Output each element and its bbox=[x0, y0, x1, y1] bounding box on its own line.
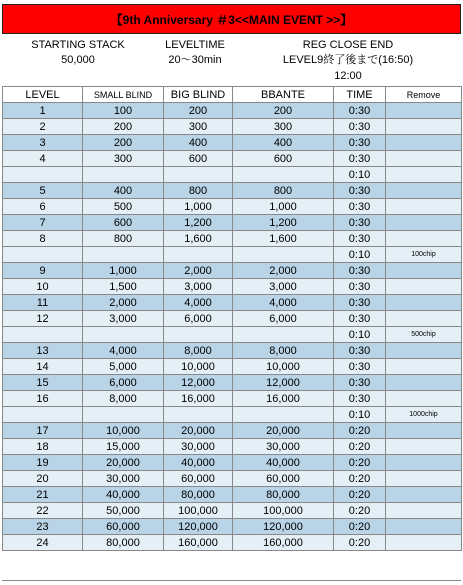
table-row bbox=[3, 103, 462, 119]
small-blind-cell: 4,000 bbox=[83, 343, 164, 359]
level-cell bbox=[3, 327, 83, 343]
time-cell: 0:10 bbox=[334, 247, 386, 263]
small-blind-cell: 20,000 bbox=[83, 455, 164, 471]
level-cell: 16 bbox=[3, 391, 83, 407]
small-blind-cell: 200 bbox=[83, 135, 164, 151]
starting-stack-label: STARTING STACK bbox=[31, 39, 125, 51]
level-cell: 22 bbox=[3, 503, 83, 519]
remove-cell: 500chip bbox=[386, 327, 462, 343]
remove-cell bbox=[386, 167, 462, 183]
bbante-cell: 100,000 bbox=[233, 503, 334, 519]
time-cell: 0:30 bbox=[334, 135, 386, 151]
time-cell: 0:30 bbox=[334, 103, 386, 119]
small-blind-cell: 100 bbox=[83, 103, 164, 119]
level-cell: 20 bbox=[3, 471, 83, 487]
bbante-cell: 800 bbox=[233, 183, 334, 199]
table-header-row bbox=[3, 87, 462, 103]
time-cell: 0:20 bbox=[334, 439, 386, 455]
table-row bbox=[3, 295, 462, 311]
break-row bbox=[3, 247, 462, 263]
big-blind-cell: 60,000 bbox=[164, 471, 233, 487]
remove-cell: 1000chip bbox=[386, 407, 462, 423]
level-cell: 21 bbox=[3, 487, 83, 503]
level-cell: 23 bbox=[3, 519, 83, 535]
level-cell: 24 bbox=[3, 535, 83, 551]
small-blind-cell: 5,000 bbox=[83, 359, 164, 375]
small-blind-cell: 3,000 bbox=[83, 311, 164, 327]
table-row bbox=[3, 535, 462, 551]
bbante-cell: 300 bbox=[233, 119, 334, 135]
time-cell: 0:30 bbox=[334, 295, 386, 311]
break-row bbox=[3, 407, 462, 423]
table-row bbox=[3, 135, 462, 151]
big-blind-cell: 400 bbox=[164, 135, 233, 151]
level-cell: 3 bbox=[3, 135, 83, 151]
level-cell bbox=[3, 167, 83, 183]
small-blind-cell: 1,500 bbox=[83, 279, 164, 295]
table-row bbox=[3, 119, 462, 135]
table-row bbox=[3, 311, 462, 327]
bbante-cell: 2,000 bbox=[233, 263, 334, 279]
column-header-remove: Remove bbox=[386, 87, 462, 103]
table-row bbox=[3, 391, 462, 407]
level-cell: 11 bbox=[3, 295, 83, 311]
big-blind-cell: 800 bbox=[164, 183, 233, 199]
time-cell: 0:30 bbox=[334, 151, 386, 167]
bbante-cell bbox=[233, 407, 334, 423]
remove-cell bbox=[386, 359, 462, 375]
time-cell: 0:30 bbox=[334, 279, 386, 295]
big-blind-cell bbox=[164, 247, 233, 263]
level-cell: 14 bbox=[3, 359, 83, 375]
level-cell: 13 bbox=[3, 343, 83, 359]
small-blind-cell: 600 bbox=[83, 215, 164, 231]
table-row bbox=[3, 359, 462, 375]
big-blind-cell: 100,000 bbox=[164, 503, 233, 519]
bbante-cell: 4,000 bbox=[233, 295, 334, 311]
big-blind-cell bbox=[164, 327, 233, 343]
time-cell: 0:30 bbox=[334, 119, 386, 135]
time-cell: 0:20 bbox=[334, 455, 386, 471]
big-blind-cell: 600 bbox=[164, 151, 233, 167]
time-cell: 0:20 bbox=[334, 487, 386, 503]
table-row bbox=[3, 439, 462, 455]
level-cell: 10 bbox=[3, 279, 83, 295]
table-row bbox=[3, 183, 462, 199]
level-cell: 17 bbox=[3, 423, 83, 439]
small-blind-cell: 800 bbox=[83, 231, 164, 247]
bbante-cell: 160,000 bbox=[233, 535, 334, 551]
remove-cell bbox=[386, 487, 462, 503]
leveltime-value: 20～30min bbox=[168, 54, 222, 66]
big-blind-cell: 4,000 bbox=[164, 295, 233, 311]
big-blind-cell: 300 bbox=[164, 119, 233, 135]
bbante-cell: 60,000 bbox=[233, 471, 334, 487]
table-row bbox=[3, 343, 462, 359]
time-cell: 0:10 bbox=[334, 167, 386, 183]
time-cell: 0:30 bbox=[334, 263, 386, 279]
remove-cell bbox=[386, 391, 462, 407]
time-cell: 0:30 bbox=[334, 199, 386, 215]
remove-cell bbox=[386, 263, 462, 279]
reg-close-value: LEVEL9終了後まで(16:50) bbox=[282, 54, 414, 66]
big-blind-cell: 16,000 bbox=[164, 391, 233, 407]
small-blind-cell: 40,000 bbox=[83, 487, 164, 503]
level-cell: 15 bbox=[3, 375, 83, 391]
remove-cell bbox=[386, 535, 462, 551]
big-blind-cell: 1,000 bbox=[164, 199, 233, 215]
remove-cell bbox=[386, 215, 462, 231]
level-cell: 6 bbox=[3, 199, 83, 215]
table-row bbox=[3, 423, 462, 439]
table-row bbox=[3, 199, 462, 215]
time-cell: 0:20 bbox=[334, 423, 386, 439]
reg-close-time: 12:00 bbox=[334, 70, 362, 82]
bbante-cell bbox=[233, 247, 334, 263]
time-cell: 0:20 bbox=[334, 471, 386, 487]
time-cell: 0:20 bbox=[334, 519, 386, 535]
small-blind-cell bbox=[83, 407, 164, 423]
level-cell: 19 bbox=[3, 455, 83, 471]
starting-stack-value: 50,000 bbox=[61, 54, 95, 66]
big-blind-cell: 8,000 bbox=[164, 343, 233, 359]
remove-cell bbox=[386, 183, 462, 199]
event-title: 【9th Anniversary ＃3<<MAIN EVENT >>】 bbox=[2, 4, 461, 34]
level-cell: 8 bbox=[3, 231, 83, 247]
big-blind-cell: 120,000 bbox=[164, 519, 233, 535]
remove-cell bbox=[386, 295, 462, 311]
bbante-cell: 1,200 bbox=[233, 215, 334, 231]
big-blind-cell: 40,000 bbox=[164, 455, 233, 471]
table-row bbox=[3, 503, 462, 519]
small-blind-cell: 1,000 bbox=[83, 263, 164, 279]
time-cell: 0:30 bbox=[334, 215, 386, 231]
remove-cell bbox=[386, 231, 462, 247]
column-header-time: TIME bbox=[334, 87, 386, 103]
break-row bbox=[3, 167, 462, 183]
small-blind-cell: 8,000 bbox=[83, 391, 164, 407]
table-row bbox=[3, 455, 462, 471]
table-body bbox=[3, 103, 462, 551]
bbante-cell: 200 bbox=[233, 103, 334, 119]
reg-close-label: REG CLOSE END bbox=[302, 39, 394, 51]
small-blind-cell: 400 bbox=[83, 183, 164, 199]
bbante-cell: 10,000 bbox=[233, 359, 334, 375]
remove-cell bbox=[386, 311, 462, 327]
time-cell: 0:30 bbox=[334, 375, 386, 391]
remove-cell bbox=[386, 199, 462, 215]
bbante-cell: 12,000 bbox=[233, 375, 334, 391]
remove-cell bbox=[386, 455, 462, 471]
small-blind-cell: 10,000 bbox=[83, 423, 164, 439]
bbante-cell: 1,600 bbox=[233, 231, 334, 247]
time-cell: 0:30 bbox=[334, 359, 386, 375]
remove-cell bbox=[386, 503, 462, 519]
time-cell: 0:10 bbox=[334, 327, 386, 343]
big-blind-cell: 160,000 bbox=[164, 535, 233, 551]
remove-cell bbox=[386, 119, 462, 135]
level-cell: 5 bbox=[3, 183, 83, 199]
remove-cell bbox=[386, 279, 462, 295]
level-cell bbox=[3, 247, 83, 263]
level-cell bbox=[3, 407, 83, 423]
bbante-cell: 8,000 bbox=[233, 343, 334, 359]
table-row bbox=[3, 487, 462, 503]
small-blind-cell bbox=[83, 327, 164, 343]
remove-cell bbox=[386, 343, 462, 359]
bbante-cell: 40,000 bbox=[233, 455, 334, 471]
small-blind-cell: 60,000 bbox=[83, 519, 164, 535]
bbante-cell: 600 bbox=[233, 151, 334, 167]
leveltime-label: LEVELTIME bbox=[165, 39, 225, 51]
remove-cell bbox=[386, 151, 462, 167]
time-cell: 0:20 bbox=[334, 503, 386, 519]
time-cell: 0:30 bbox=[334, 343, 386, 359]
big-blind-cell: 30,000 bbox=[164, 439, 233, 455]
level-cell: 18 bbox=[3, 439, 83, 455]
bbante-cell: 30,000 bbox=[233, 439, 334, 455]
table-row bbox=[3, 151, 462, 167]
small-blind-cell: 500 bbox=[83, 199, 164, 215]
time-cell: 0:10 bbox=[334, 407, 386, 423]
small-blind-cell bbox=[83, 167, 164, 183]
break-row bbox=[3, 327, 462, 343]
bbante-cell: 80,000 bbox=[233, 487, 334, 503]
small-blind-cell: 30,000 bbox=[83, 471, 164, 487]
remove-cell bbox=[386, 439, 462, 455]
bbante-cell: 400 bbox=[233, 135, 334, 151]
blind-structure-table bbox=[2, 86, 462, 551]
column-header-big-blind: BIG BLIND bbox=[164, 87, 233, 103]
big-blind-cell bbox=[164, 167, 233, 183]
bbante-cell: 1,000 bbox=[233, 199, 334, 215]
time-cell: 0:30 bbox=[334, 231, 386, 247]
bbante-cell: 6,000 bbox=[233, 311, 334, 327]
big-blind-cell bbox=[164, 407, 233, 423]
bbante-cell: 3,000 bbox=[233, 279, 334, 295]
level-cell: 2 bbox=[3, 119, 83, 135]
time-cell: 0:20 bbox=[334, 535, 386, 551]
remove-cell bbox=[386, 423, 462, 439]
bbante-cell: 20,000 bbox=[233, 423, 334, 439]
table-row bbox=[3, 375, 462, 391]
table-row bbox=[3, 279, 462, 295]
big-blind-cell: 200 bbox=[164, 103, 233, 119]
small-blind-cell: 80,000 bbox=[83, 535, 164, 551]
table-row bbox=[3, 519, 462, 535]
big-blind-cell: 80,000 bbox=[164, 487, 233, 503]
time-cell: 0:30 bbox=[334, 311, 386, 327]
big-blind-cell: 10,000 bbox=[164, 359, 233, 375]
small-blind-cell: 6,000 bbox=[83, 375, 164, 391]
remove-cell: 100chip bbox=[386, 247, 462, 263]
big-blind-cell: 1,200 bbox=[164, 215, 233, 231]
big-blind-cell: 20,000 bbox=[164, 423, 233, 439]
level-cell: 7 bbox=[3, 215, 83, 231]
column-header-level: LEVEL bbox=[3, 87, 83, 103]
column-header-bbante: BBANTE bbox=[233, 87, 334, 103]
table-row bbox=[3, 263, 462, 279]
big-blind-cell: 2,000 bbox=[164, 263, 233, 279]
table-row bbox=[3, 471, 462, 487]
remove-cell bbox=[386, 103, 462, 119]
level-cell: 4 bbox=[3, 151, 83, 167]
remove-cell bbox=[386, 375, 462, 391]
bbante-cell: 120,000 bbox=[233, 519, 334, 535]
big-blind-cell: 12,000 bbox=[164, 375, 233, 391]
small-blind-cell: 300 bbox=[83, 151, 164, 167]
level-cell: 12 bbox=[3, 311, 83, 327]
table-row bbox=[3, 215, 462, 231]
small-blind-cell: 50,000 bbox=[83, 503, 164, 519]
remove-cell bbox=[386, 135, 462, 151]
small-blind-cell bbox=[83, 247, 164, 263]
remove-cell bbox=[386, 471, 462, 487]
big-blind-cell: 6,000 bbox=[164, 311, 233, 327]
bbante-cell bbox=[233, 167, 334, 183]
bottom-border bbox=[2, 580, 461, 581]
small-blind-cell: 2,000 bbox=[83, 295, 164, 311]
column-header-small-blind: SMALL BLIND bbox=[83, 87, 164, 103]
bbante-cell bbox=[233, 327, 334, 343]
level-cell: 9 bbox=[3, 263, 83, 279]
remove-cell bbox=[386, 519, 462, 535]
time-cell: 0:30 bbox=[334, 391, 386, 407]
big-blind-cell: 1,600 bbox=[164, 231, 233, 247]
bbante-cell: 16,000 bbox=[233, 391, 334, 407]
small-blind-cell: 15,000 bbox=[83, 439, 164, 455]
big-blind-cell: 3,000 bbox=[164, 279, 233, 295]
level-cell: 1 bbox=[3, 103, 83, 119]
small-blind-cell: 200 bbox=[83, 119, 164, 135]
time-cell: 0:30 bbox=[334, 183, 386, 199]
table-row bbox=[3, 231, 462, 247]
